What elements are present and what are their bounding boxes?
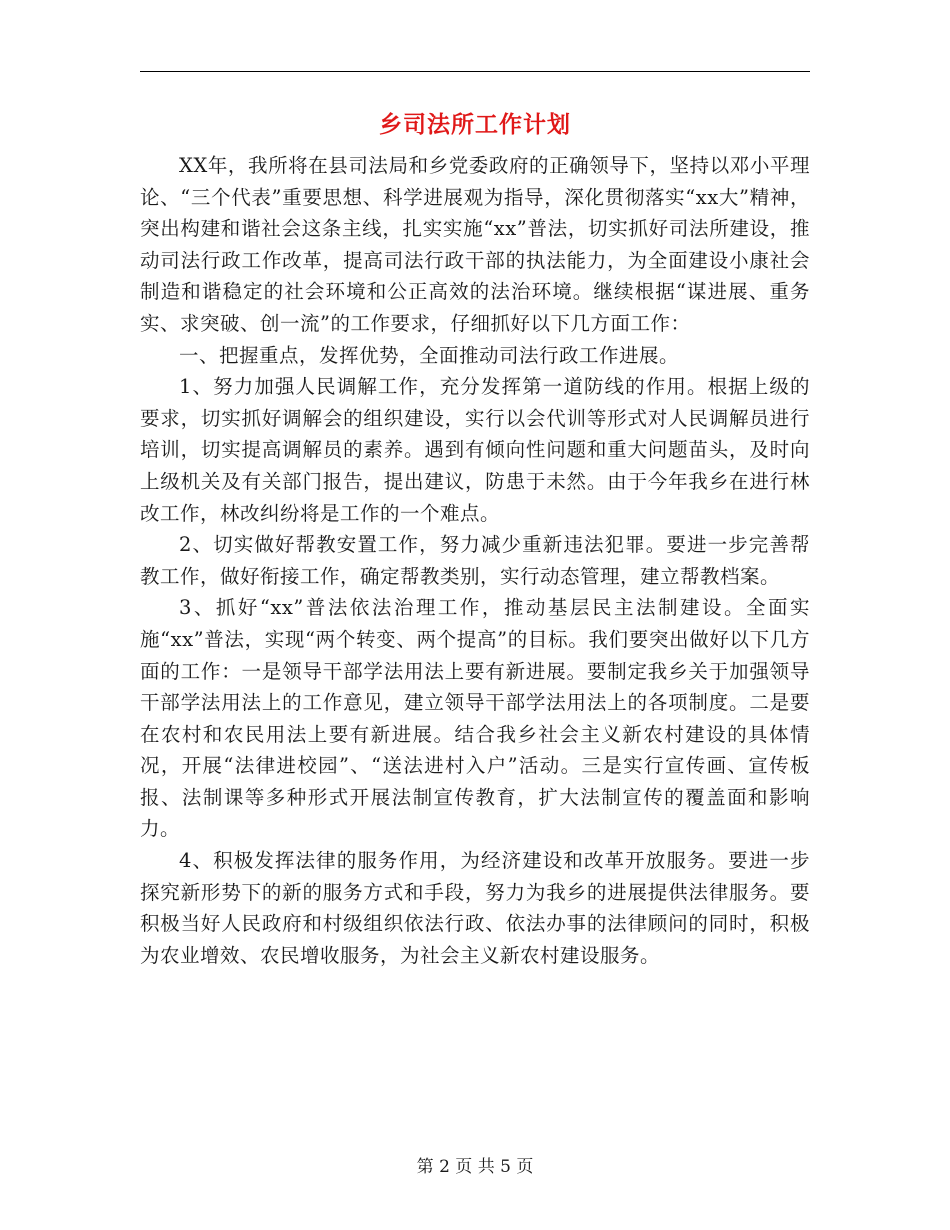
header-rule <box>140 71 810 72</box>
paragraph-item-2: 2、切实做好帮教安置工作，努力减少重新违法犯罪。要进一步完善帮教工作，做好衔接工作，确定帮教类别，实行动态管理，建立帮教档案。 <box>140 533 810 588</box>
paragraph-section-1: 一、把握重点，发挥优势，全面推动司法行政工作进展。 <box>179 343 680 367</box>
paragraph-item-1: 1、努力加强人民调解工作，充分发挥第一道防线的作用。根据上级的要求，切实抓好调解会的组织建设，实行以会代训等形式对人民调解员进行培训，切实提高调解员的素养。遇到有倾向性问题和重大问题苗头，及时向上级机关及有关部门报告，提出建议，防患于未然。由于今年我乡在进行林改工作，林改纠纷将是工作的一个难点。 <box>140 375 810 525</box>
page-indicator: 第 2 页 共 5 页 <box>416 1157 534 1177</box>
paragraph-intro: XX年，我所将在县司法局和乡党委政府的正确领导下，坚持以邓小平理论、“三个代表”重要思想、科学进展观为指导，深化贯彻落实“xx大”精神，突出构建和谐社会这条主线，扎实实施“xx”普法，切实抓好司法所建设，推动司法行政工作改革，提高司法行政干部的执法能力，为全面建设小康社会制造和谐稳定的社会环境和公正高效的法治环境。继续根据“谋进展、重务实、求突破、创一流”的工作要求，仔细抓好以下几方面工作： <box>140 154 810 335</box>
document-body <box>140 150 810 971</box>
paragraph-item-4: 4、积极发挥法律的服务作用，为经济建设和改革开放服务。要进一步探究新形势下的新的服务方式和手段，努力为我乡的进展提供法律服务。要积极当好人民政府和村级组织依法行政、依法办事的法律顾问的同时，积极为农业增效、农民增收服务，为社会主义新农村建设服务。 <box>140 849 810 967</box>
paragraph-item-3: 3、抓好“xx”普法依法治理工作，推动基层民主法制建设。全面实施“xx”普法，实现“两个转变、两个提高”的目标。我们要突出做好以下几方面的工作：一是领导干部学法用法上要有新进展。要制定我乡关于加强领导干部学法用法上的工作意见，建立领导干部学法用法上的各项制度。二是要在农村和农民用法上要有新进展。结合我乡社会主义新农村建设的具体情况，开展“法律进校园”、“送法进村入户”活动。三是实行宣传画、宣传板报、法制课等多种形式开展法制宣传教育，扩大法制宣传的覆盖面和影响力。 <box>140 596 810 841</box>
document-title: 乡司法所工作计划 <box>379 111 571 138</box>
